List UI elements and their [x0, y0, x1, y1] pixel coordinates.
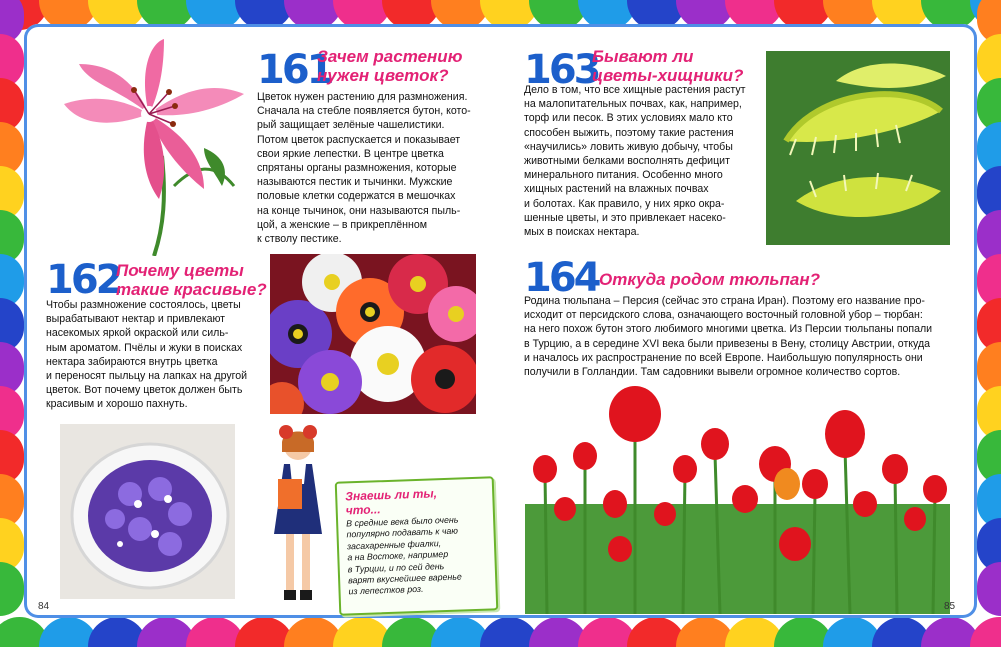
question-title-161: Зачем растению нужен цветок?	[317, 47, 463, 85]
schoolgirl-illustration	[256, 424, 336, 614]
question-text-162: Чтобы размножение состоялось, цветы вырабатывают нектар и привлекают насекомых яркой окраской или силь- ным ароматом. Пчёлы и жуки в поисках нектара забираются внутрь цветка и переносят пыльцу на лапках на другой цветок. Вот почему цветок должен быть красивым и хорошо пахнуть.	[46, 299, 248, 411]
note-title: Знаешь ли ты, что...	[344, 486, 438, 518]
question-number-164: 164	[524, 255, 599, 301]
question-title-162: Почему цветы такие красивые?	[116, 261, 267, 299]
red-tulips-photo	[525, 384, 950, 614]
did-you-know-note	[335, 476, 499, 615]
question-title-163: Бывают ли цветы-хищники?	[592, 47, 744, 85]
note-text: В средние века было очень популярно подавать к чаю засахаренные фиалки, а на Востоке, например в Турции, и по сей день варят вкуснейшее варенье из лепестков роз.	[345, 514, 462, 597]
rainbow-border-right	[977, 0, 1001, 647]
rainbow-border-bottom	[0, 617, 1001, 647]
rainbow-border-left	[0, 0, 24, 647]
colorful-daisies-photo	[270, 254, 476, 414]
question-title-164: Откуда родом тюльпан?	[599, 270, 821, 289]
question-number-161: 161	[257, 47, 332, 93]
question-text-161: Цветок нужен растению для размножения. Сначала на стебле появляется бутон, кото- рый защищает зелёные чашелистики. Потом цветок распускается и показывает свои яркие лепестки. В центре цветка спрятаны органы размножения, которые называются пестик и тычинки. Мужские половые клетки содержатся в мешочках на конце тычинок, они называются пыль- цой, а женские – в прикреплённом к стволу пестике.	[257, 91, 471, 246]
question-number-162: 162	[46, 257, 121, 303]
question-number-163: 163	[524, 47, 599, 93]
border-segment	[0, 562, 24, 616]
border-segment	[977, 562, 1001, 616]
pink-lily-photo	[54, 36, 254, 256]
page-number-right: 85	[944, 601, 956, 612]
violets-bowl-photo	[60, 424, 235, 599]
question-text-163: Дело в том, что все хищные растения растут на малопитательных почвах, как, например, торф или песок. В этих условиях мало кто способен выжить, поэтому такие растения «научились» ловить живую добычу, чтобы животными белками восполнять дефицит минерального питания. Особенно много хищных растений на влажных почвах и болотах. Как правило, у них ярко окра- шенные цветы, и это привлекает насеко- мых в поисках нектара.	[524, 84, 746, 239]
question-text-164: Родина тюльпана – Персия (сейчас это страна Иран). Поэтому его название про- исходит от персидского слова, означающего восточный головной убор – тюрбан: на него похож бутон этого любимого многими цветка. Из Персии тюльпаны попали в Турцию, а в середине XVI века были привезены в Вену, столицу Австрии, откуда и началось их распространение по всей Европе. Наибольшую популярность они получили в Голландии. Там садовники вывели огромное количество сортов.	[524, 295, 933, 379]
page-number-left: 84	[38, 601, 50, 612]
book-spread	[24, 24, 977, 618]
venus-flytrap-photo	[766, 51, 950, 245]
